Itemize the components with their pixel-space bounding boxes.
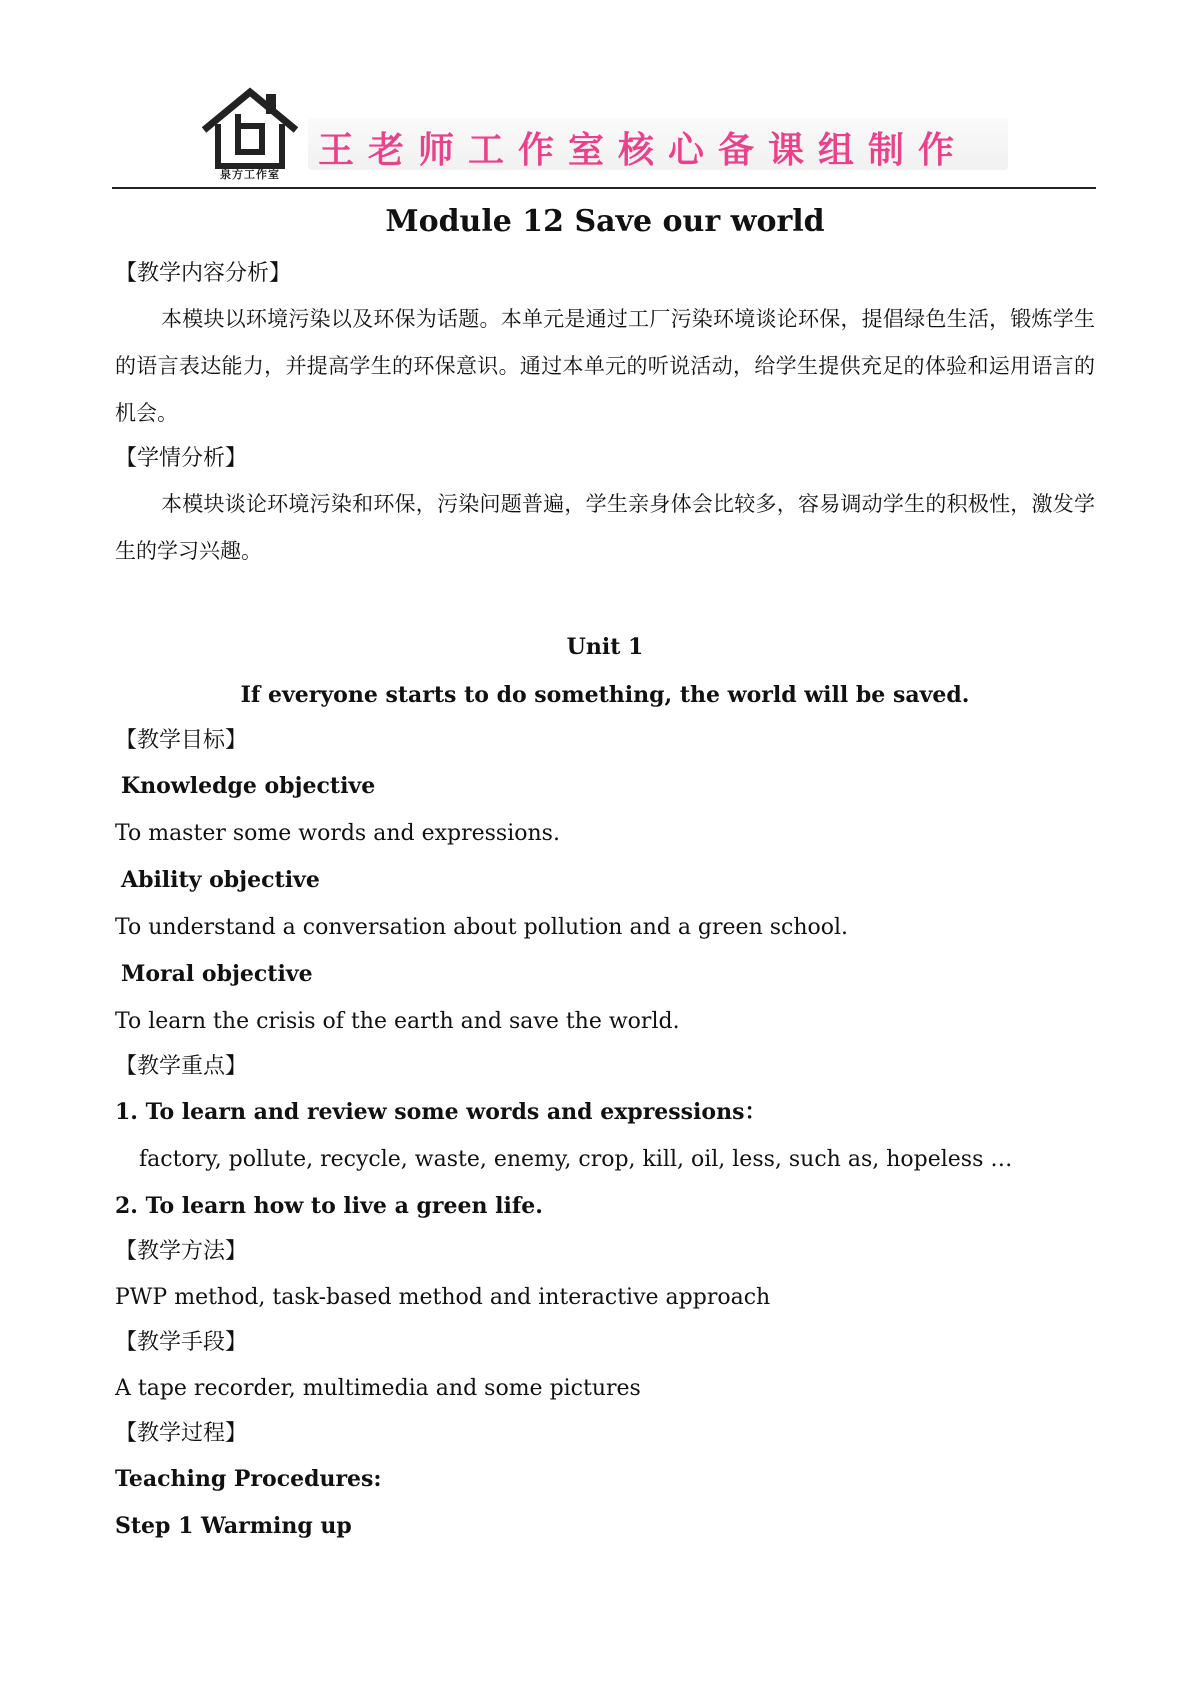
section-heading-methods: 【教学方法】 — [115, 1239, 248, 1264]
logo-caption: 泉方工作室 — [220, 168, 280, 181]
moral-objective-text: To learn the crisis of the earth and save the world. — [115, 1009, 680, 1034]
methods-text: PWP method, task-based method and interactive approach — [115, 1285, 771, 1310]
page-header — [112, 78, 1096, 186]
section-heading-student-analysis: 【学情分析】 — [115, 446, 248, 471]
section-heading-content-analysis: 【教学内容分析】 — [115, 261, 292, 286]
document-title: Module 12 Save our world — [385, 204, 825, 239]
content-analysis-text: 本模块以环境污染以及环保为话题。本单元是通过工厂污染环境谈论环保，提倡绿色生活，锻炼学生的语言表达能力，并提高学生的环保意识。通过本单元的听说活动，给学生提供充足的体验和运用语言的机会。 — [115, 307, 1095, 425]
means-text: A tape recorder, multimedia and some pictures — [115, 1376, 641, 1401]
header-divider — [112, 187, 1096, 189]
key-point-1-words: factory, pollute, recycle, waste, enemy, crop, kill, oil, less, such as, hopeless … — [139, 1147, 1013, 1172]
ability-objective-heading: Ability objective — [121, 867, 320, 893]
section-heading-objectives: 【教学目标】 — [115, 728, 248, 753]
knowledge-objective-heading: Knowledge objective — [121, 773, 376, 799]
ability-objective-text: To understand a conversation about pollution and a green school. — [115, 915, 849, 940]
banner-text: 王老师工作室核心备课组制作 — [318, 130, 969, 171]
teaching-procedures-label: Teaching Procedures: — [115, 1466, 382, 1492]
unit-title: Unit 1 — [566, 634, 644, 660]
key-point-2: 2. To learn how to live a green life. — [115, 1193, 543, 1219]
knowledge-objective-text: To master some words and expressions. — [115, 821, 560, 846]
section-heading-means: 【教学手段】 — [115, 1330, 248, 1355]
section-heading-key-points: 【教学重点】 — [115, 1054, 248, 1079]
spacer — [115, 575, 1095, 623]
student-analysis-text: 本模块谈论环境污染和环保，污染问题普遍，学生亲身体会比较多，容易调动学生的积极性，激发学生的学习兴趣。 — [115, 492, 1095, 563]
unit-subtitle: If everyone starts to do something, the world will be saved. — [240, 682, 970, 708]
key-point-1: 1. To learn and review some words and expressions： — [115, 1099, 767, 1125]
document-body — [115, 196, 1095, 1550]
section-heading-process: 【教学过程】 — [115, 1421, 248, 1446]
step-1-heading: Step 1 Warming up — [115, 1513, 352, 1539]
moral-objective-heading: Moral objective — [121, 961, 313, 987]
